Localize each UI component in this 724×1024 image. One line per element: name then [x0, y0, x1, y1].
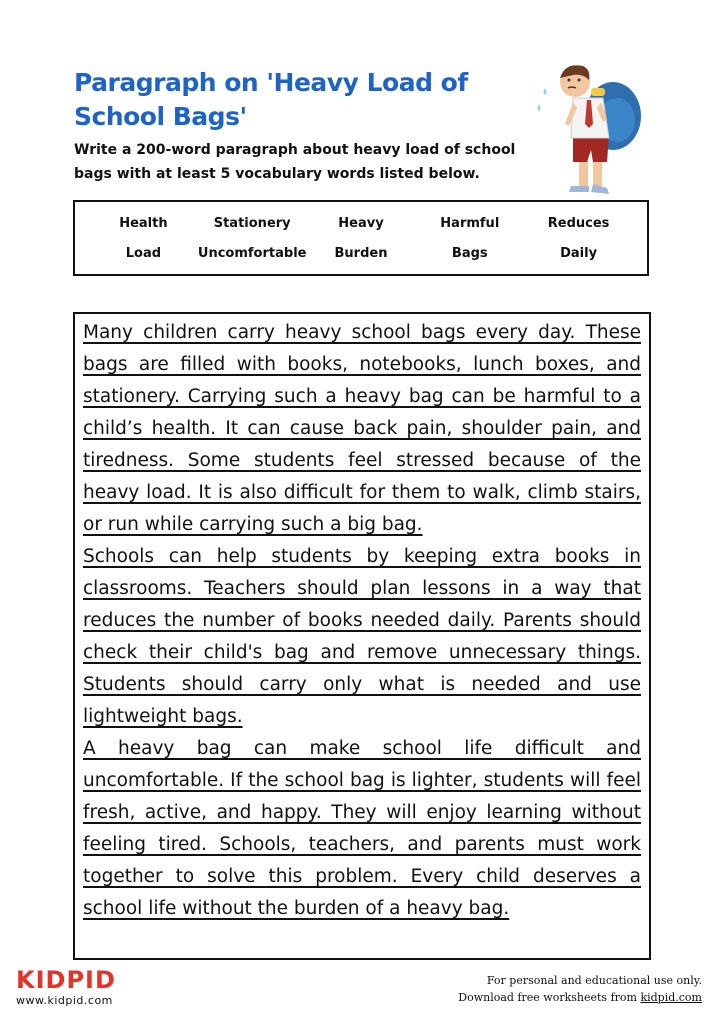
vocabulary-word-box [73, 200, 649, 276]
vocab-word: Reduces [547, 215, 610, 231]
footer-note [458, 972, 702, 1006]
paragraph-answer-box [73, 312, 651, 960]
boy-with-heavy-backpack-illustration [535, 58, 645, 198]
kidpid-logo [16, 966, 126, 1012]
worksheet-instructions: Write a 200-word paragraph about heavy load of school bags with at least 5 vocabulary words listed below. [74, 142, 516, 182]
vocab-word: Health [119, 215, 168, 231]
vocab-word: Load [125, 245, 162, 261]
paragraph-1: Many children carry heavy school bags every day. These bags are filled with books, notebooks, lunch boxes, and stationery. Carrying such a heavy bag can be harmful to a child’s health. It can cause back pain, shoulder pain, and tiredness. Some students feel stressed because of the heavy load. It is also difficult for them to walk, climb stairs, or run while carrying such a big bag. [83, 322, 641, 535]
footer-line-2 [458, 989, 702, 1006]
vocab-word: Harmful [440, 215, 500, 231]
vocab-word: Burden [334, 245, 388, 261]
vocab-word: Stationery [213, 215, 291, 231]
vocab-word: Daily [560, 245, 598, 261]
paragraph-3: A heavy bag can make school life difficult and uncomfortable. If the school bag is lighter, students will feel fresh, active, and happy. They will enjoy learning without feeling tired. Schools, teachers, and parents must work together to solve this problem. Every child deserves a school life without the burden of a heavy bag. [83, 738, 641, 919]
worksheet-title: Paragraph on 'Heavy Load of School Bags' [74, 68, 468, 131]
vocab-word: Uncomfortable [197, 245, 307, 261]
vocab-word: Bags [451, 245, 488, 261]
footer-line-2-prefix: Download free worksheets from [458, 991, 641, 1004]
footer-site-link[interactable]: kidpid.com [640, 991, 702, 1004]
paragraph-2: Schools can help students by keeping extra books in classrooms. Teachers should plan lessons in a way that reduces the number of books needed daily. Parents should check their child's bag and remove unnecessary things. Students should carry only what is needed and use lightweight bags. [83, 546, 641, 727]
footer-line-1: For personal and educational use only. [486, 974, 702, 987]
logo-text: KIDPID [16, 966, 116, 994]
vocab-word: Heavy [338, 215, 384, 231]
logo-url: www.kidpid.com [16, 994, 113, 1007]
